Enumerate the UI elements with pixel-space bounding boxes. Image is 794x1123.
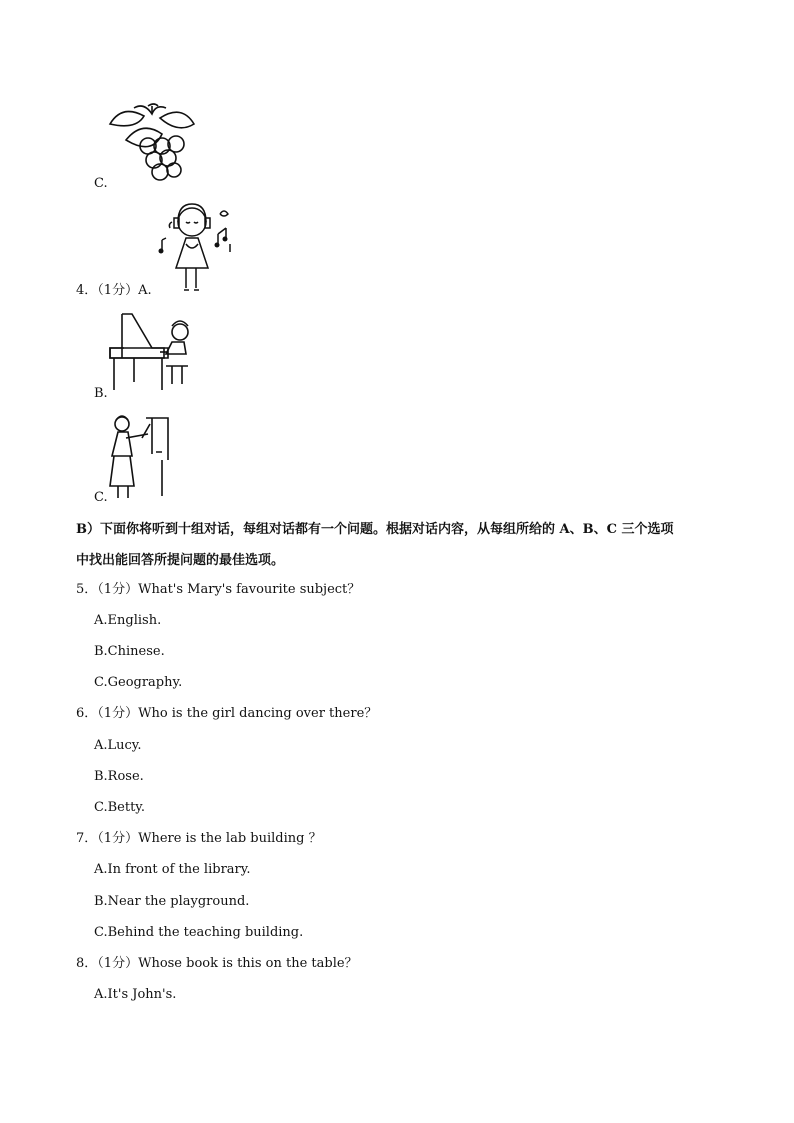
question-points: （1分） xyxy=(97,831,139,846)
question-text: Where is the lab building ？ xyxy=(138,831,322,846)
question-points: （1分） xyxy=(97,283,139,298)
exam-page: C. 4．（1分）A. B. C. B）下面你将听到十组对话，每组对话都有一个问题。根据对话内容，从每组所给的 A、B、C 三个选项 中找出能回答所提问题的最佳选项。 5．（1分）What's Mary's favourite subject？ A.English. B.Chinese. C.Geography. 6．（1分）Who is the girl dancing over there？ A.Lucy. B.Rose. C.Betty. 7．（1分）Where is the lab building ？ A.In front of the library. B.Near the playground. C.Behind the teaching building. 8．（1分）Whose book is this on the table？ A.It's John's. xyxy=(0,0,794,1123)
option-a: A.It's John's. xyxy=(94,987,177,1002)
question-number: 5 xyxy=(76,582,85,597)
option-b: B.Chinese. xyxy=(94,644,165,659)
question-points: （1分） xyxy=(97,706,139,721)
option-a: A.Lucy. xyxy=(94,738,142,753)
option-a: A.In front of the library. xyxy=(94,862,251,877)
option-c-label: C. xyxy=(94,176,108,191)
section-b-instruction-line1: B）下面你将听到十组对话，每组对话都有一个问题。根据对话内容，从每组所给的 A、B、C 三个选项 xyxy=(76,522,674,537)
girl-playing-piano-icon xyxy=(106,310,202,394)
question-text: Whose book is this on the table？ xyxy=(138,956,358,971)
question-7: 7．（1分）Where is the lab building ？ xyxy=(76,831,322,846)
option-b: B.Near the playground. xyxy=(94,894,250,909)
question-points: （1分） xyxy=(97,582,139,597)
question-text: Who is the girl dancing over there？ xyxy=(138,706,378,721)
option-c-label: C. xyxy=(94,490,108,505)
question-text: What's Mary's favourite subject？ xyxy=(138,582,361,597)
question-8: 8．（1分）Whose book is this on the table？ xyxy=(76,956,358,971)
section-b-instruction-line2: 中找出能回答所提问题的最佳选项。 xyxy=(76,553,285,568)
option-c: C.Behind the teaching building. xyxy=(94,925,304,940)
option-b: B.Rose. xyxy=(94,769,144,784)
question-5: 5．（1分）What's Mary's favourite subject？ xyxy=(76,582,361,597)
option-c: C.Betty. xyxy=(94,800,146,815)
option-a-label: A. xyxy=(138,283,152,298)
question-6: 6．（1分）Who is the girl dancing over there？ xyxy=(76,706,378,721)
question-number: 7 xyxy=(76,831,85,846)
question-number: 8 xyxy=(76,956,85,971)
question-points: （1分） xyxy=(97,956,139,971)
girl-painting-icon xyxy=(106,412,186,502)
girl-listening-music-icon xyxy=(156,200,246,296)
option-c: C.Geography. xyxy=(94,675,183,690)
question-number: 6 xyxy=(76,706,85,721)
grapes-icon xyxy=(104,100,200,186)
option-a: A.English. xyxy=(94,613,162,628)
option-b-label: B. xyxy=(94,386,108,401)
question-number: 4 xyxy=(76,283,85,298)
